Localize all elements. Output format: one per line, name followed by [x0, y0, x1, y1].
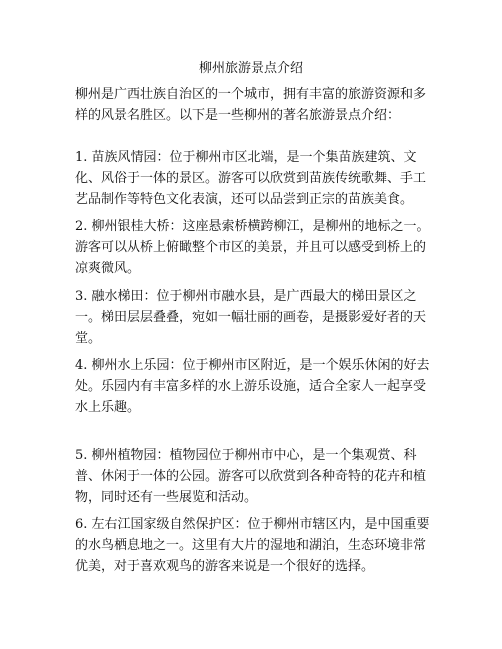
intro-paragraph: 柳州是广西壮族自治区的一个城市，拥有丰富的旅游资源和多样的风景名胜区。以下是一些柳州的著名旅游景点介绍： — [75, 87, 427, 123]
attraction-paragraph-1: 1. 苗族风情园：位于柳州市区北端，是一个集苗族建筑、文化、风俗于一体的景区。游客可以欣赏到苗族传统歌舞、手工艺品制作等特色文化表演，还可以品尝到正宗的苗族美食。 — [75, 150, 427, 207]
attraction-paragraph-2: 2. 柳州银桂大桥：这座悬索桥横跨柳江，是柳州的地标之一。游客可以从桥上俯瞰整个市区的美景，并且可以感受到桥上的凉爽微风。 — [75, 219, 430, 276]
attraction-paragraph-3: 3. 融水梯田：位于柳州市融水县，是广西最大的梯田景区之一。梯田层层叠叠，宛如一幅壮丽的画卷，是摄影爱好者的天堂。 — [75, 289, 427, 346]
attraction-paragraph-5: 5. 柳州植物园：植物园位于柳州市中心，是一个集观赏、科普、休闲于一体的公园。游客可以欣赏到各种奇特的花卉和植物，同时还有一些展览和活动。 — [75, 448, 427, 505]
attraction-paragraph-4: 4. 柳州水上乐园：位于柳州市区附近，是一个娱乐休闲的好去处。乐园内有丰富多样的水上游乐设施，适合全家人一起享受水上乐趣。 — [75, 358, 430, 415]
attraction-paragraph-6: 6. 左右江国家级自然保护区：位于柳州市辖区内，是中国重要的水鸟栖息地之一。这里有大片的湿地和湖泊，生态环境非常优美，对于喜欢观鸟的游客来说是一个很好的选择。 — [75, 517, 430, 574]
document-title: 柳州旅游景点介绍 — [198, 61, 303, 76]
